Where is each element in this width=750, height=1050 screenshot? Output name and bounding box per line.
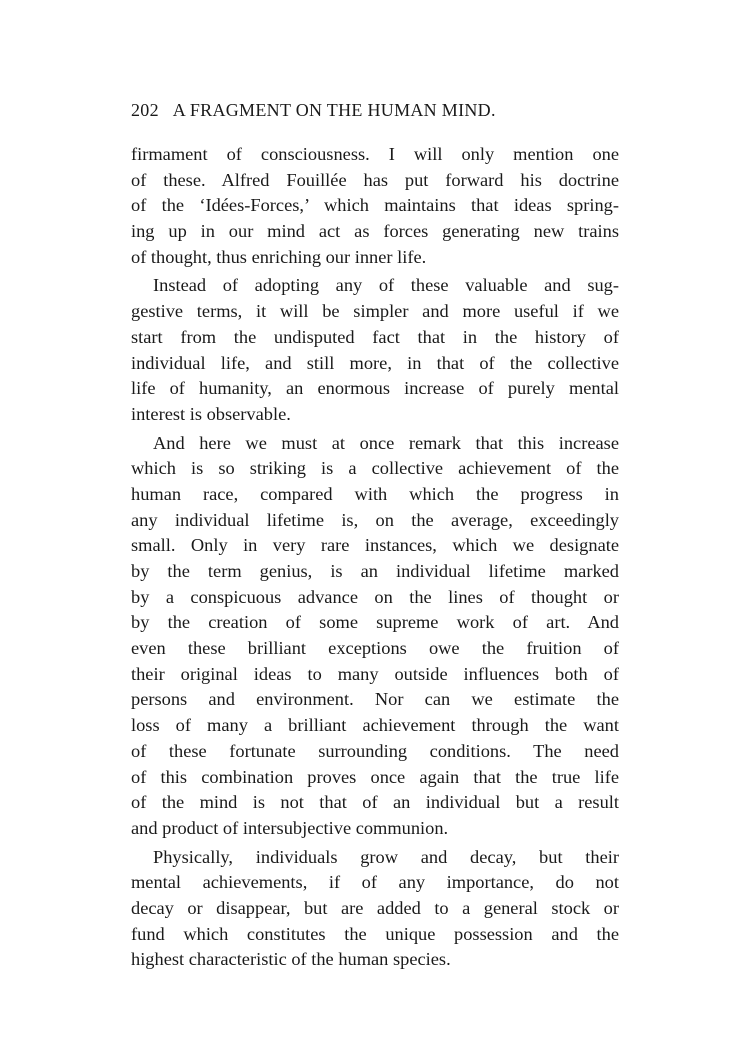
text-line: of the mind is not that of an individual but a result bbox=[131, 792, 619, 813]
text-line: Physically, individuals grow and decay, but their bbox=[153, 846, 619, 867]
text-line: mental achievements, if of any importance, do not bbox=[131, 872, 619, 893]
text-line: even these brilliant exceptions owe the fruition of bbox=[131, 638, 619, 659]
text-line: Instead of adopting any of these valuable and sug- bbox=[153, 275, 619, 296]
running-title: A FRAGMENT ON THE HUMAN MIND. bbox=[172, 100, 496, 120]
paragraph bbox=[131, 845, 619, 973]
text-line: of these. Alfred Fouillée has put forward his doctrine bbox=[131, 169, 619, 190]
text-line: by the term genius, is an individual lifetime marked bbox=[131, 561, 619, 581]
page-number: 202 bbox=[131, 100, 159, 120]
text-line: by the creation of some supreme work of art. And bbox=[131, 612, 619, 633]
text-line: persons and environment. Nor can we estimate the bbox=[131, 689, 619, 710]
text-line: human race, compared with which the progress in bbox=[131, 483, 619, 504]
text-line: their original ideas to many outside influences both of bbox=[131, 663, 619, 684]
text-line: by a conspicuous advance on the lines of thought or bbox=[131, 586, 619, 607]
text-line: interest is observable. bbox=[131, 403, 291, 424]
text-line: ing up in our mind act as forces generating new trains bbox=[131, 221, 619, 242]
text-line: start from the undisputed fact that in the history of bbox=[131, 326, 619, 347]
text-line: of the ‘Idées-Forces,’ which maintains that ideas spring- bbox=[131, 195, 619, 216]
text-line: which is so striking is a collective achievement of the bbox=[131, 458, 619, 479]
text-line: individual life, and still more, in that of the collective bbox=[131, 352, 619, 373]
text-line: fund which constitutes the unique possession and the bbox=[131, 923, 619, 944]
text-line: firmament of consciousness. I will only mention one bbox=[131, 144, 619, 164]
running-head bbox=[131, 100, 619, 121]
text-line: life of humanity, an enormous increase of purely mental bbox=[131, 378, 619, 399]
text-line: decay or disappear, but are added to a general stock or bbox=[131, 897, 619, 918]
body-text bbox=[131, 142, 619, 973]
text-line: small. Only in very rare instances, which we designate bbox=[131, 535, 619, 556]
text-line: of these fortunate surrounding conditions. The need bbox=[131, 740, 619, 761]
paragraph bbox=[131, 431, 619, 842]
text-line: and product of intersubjective communion. bbox=[131, 817, 449, 838]
text-line: loss of many a brilliant achievement through the want bbox=[131, 715, 619, 736]
text-line: of thought, thus enriching our inner life. bbox=[131, 246, 427, 267]
text-line: And here we must at once remark that this increase bbox=[153, 432, 619, 453]
text-line: highest characteristic of the human species. bbox=[131, 949, 451, 970]
text-line: of this combination proves once again that the true life bbox=[131, 766, 619, 787]
paragraph bbox=[131, 142, 619, 270]
paragraph bbox=[131, 273, 619, 427]
text-line: gestive terms, it will be simpler and more useful if we bbox=[131, 301, 619, 322]
text-line: any individual lifetime is, on the average, exceedingly bbox=[131, 509, 619, 530]
